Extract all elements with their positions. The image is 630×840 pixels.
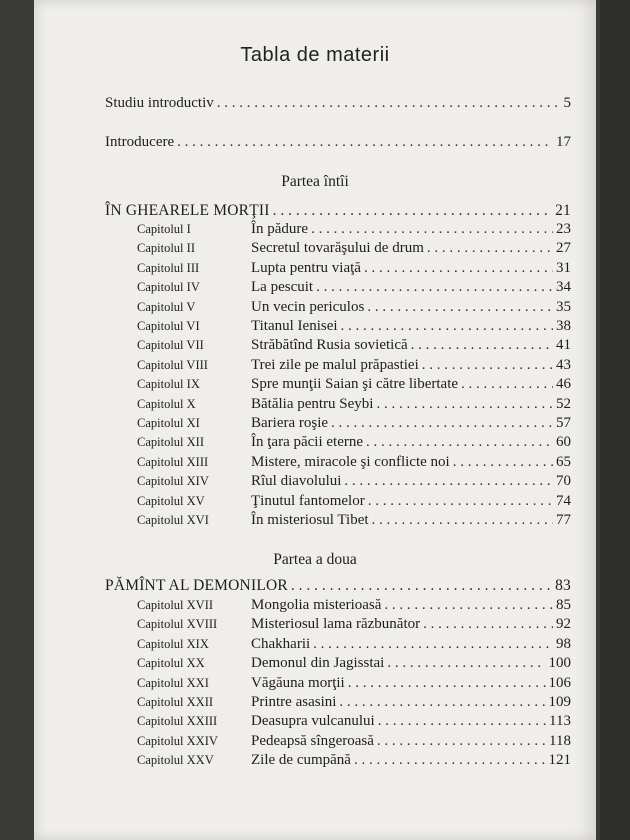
toc-page-number: 60 xyxy=(556,434,571,451)
toc-chapter-row xyxy=(137,512,571,529)
toc-chapter-row xyxy=(137,376,571,393)
toc-chapter-row xyxy=(137,694,571,711)
chapter-entry xyxy=(251,376,571,393)
toc-page-number: 38 xyxy=(556,318,571,334)
chapter-entry xyxy=(251,279,571,296)
toc-page-number: 57 xyxy=(556,415,571,431)
chapter-entry xyxy=(251,260,571,277)
chapter-entry xyxy=(251,299,571,316)
chapter-title: Spre munţii Saian şi către libertate xyxy=(251,376,459,393)
chapter-entry xyxy=(251,434,571,451)
chapter-number: Capitolul XXI xyxy=(137,675,209,690)
toc-page-number: 34 xyxy=(556,279,571,296)
chapter-entry xyxy=(251,733,571,750)
chapter-title: Lupta pentru viaţă xyxy=(251,259,361,276)
chapter-title: În ţara păcii eterne xyxy=(251,434,364,451)
chapter-number: Capitolul IX xyxy=(137,377,200,392)
chapter-title: Rîul diavolului xyxy=(251,473,342,490)
chapter-title: Pedeapsă sîngeroasă xyxy=(251,732,374,749)
toc-chapter-row xyxy=(137,396,571,413)
toc-page-number: 52 xyxy=(556,395,571,412)
chapter-number: Capitolul XVIII xyxy=(137,617,218,632)
chapter-title: Mongolia misterioasă xyxy=(251,597,382,613)
toc-page-number: 109 xyxy=(548,694,571,710)
leader-dots xyxy=(461,376,553,393)
toc-chapter-row xyxy=(137,616,571,633)
toc-page-number: 113 xyxy=(549,713,571,730)
chapter-title: Bătălia pentru Seybi xyxy=(251,395,374,412)
toc-page-number: 70 xyxy=(556,473,571,490)
chapter-entry xyxy=(251,396,571,413)
toc-chapter-row xyxy=(137,221,571,238)
leader-dots xyxy=(341,318,553,335)
toc-page-number: 35 xyxy=(556,298,571,315)
chapter-title: Zile de cumpănă xyxy=(251,752,351,769)
toc-page-number: 41 xyxy=(556,337,571,354)
toc-entry-introducere xyxy=(105,134,571,151)
chapter-title: Deasupra vulcanului xyxy=(251,713,375,730)
chapter-number: Capitolul XXIV xyxy=(137,733,218,748)
chapter-entry xyxy=(251,616,571,633)
chapter-number: Capitolul II xyxy=(137,241,195,256)
leader-dots xyxy=(291,577,552,595)
toc-chapter-row xyxy=(137,337,571,354)
toc-page-number: 43 xyxy=(556,356,571,373)
leader-dots xyxy=(387,655,545,672)
toc-page-number: 85 xyxy=(556,597,571,613)
chapter-number: Capitolul VI xyxy=(137,319,200,333)
toc-page-number: 21 xyxy=(555,202,571,219)
chapter-entry xyxy=(251,675,571,692)
toc-chapter-row xyxy=(137,655,571,672)
chapter-entry xyxy=(251,493,571,510)
chapter-title: La pescuit xyxy=(251,279,314,296)
toc-chapter-row xyxy=(137,713,571,730)
chapter-title: Secretul tovarăşului de drum xyxy=(251,240,424,257)
toc-page-number: 17 xyxy=(556,134,571,150)
chapter-number: Capitolul V xyxy=(137,299,196,314)
leader-dots xyxy=(376,396,553,413)
leader-dots xyxy=(348,675,546,692)
toc-page-number: 23 xyxy=(556,221,571,237)
chapter-number: Capitolul IV xyxy=(137,280,200,295)
toc-section-label: ÎN GHEARELE MORŢII xyxy=(105,202,270,219)
chapter-entry xyxy=(251,597,571,614)
chapter-number: Capitolul XX xyxy=(137,656,205,671)
leader-dots xyxy=(273,202,552,220)
part-heading: Partea a doua xyxy=(273,551,357,568)
toc-chapter-row xyxy=(137,636,571,653)
toc-chapter-row xyxy=(137,493,571,510)
chapter-entry xyxy=(251,240,571,257)
chapter-title: Demonul din Jagisstai xyxy=(251,655,385,672)
chapter-entry xyxy=(251,752,571,769)
toc-page-number: 100 xyxy=(548,655,571,672)
chapter-title: Străbătînd Rusia sovietică xyxy=(251,337,408,354)
toc-chapter-row xyxy=(137,473,571,490)
toc-page-number: 27 xyxy=(556,240,571,257)
chapter-title: Bariera roşie xyxy=(251,415,329,431)
leader-dots xyxy=(331,415,553,432)
toc-chapter-row xyxy=(137,454,571,471)
chapter-number: Capitolul III xyxy=(137,260,200,275)
toc-page-number: 121 xyxy=(548,752,571,769)
leader-dots xyxy=(177,134,553,151)
chapter-number: Capitolul XXIII xyxy=(137,714,218,729)
chapter-title: Printre asasini xyxy=(251,694,337,710)
chapter-number: Capitolul XII xyxy=(137,435,205,450)
chapter-title: Văgăuna morţii xyxy=(251,674,345,691)
toc-entry-label: Studiu introductiv xyxy=(105,95,214,111)
chapter-number: Capitolul XXII xyxy=(137,695,214,709)
toc-section-label: PĂMÎNT AL DEMONILOR xyxy=(105,577,288,594)
chapter-entry xyxy=(251,636,571,653)
leader-dots xyxy=(366,434,553,451)
chapter-number: Capitolul I xyxy=(137,222,191,236)
toc-page-number: 5 xyxy=(563,95,571,111)
chapter-entry xyxy=(251,318,571,335)
toc-chapter-row xyxy=(137,357,571,374)
chapter-number: Capitolul XXV xyxy=(137,753,214,768)
leader-dots xyxy=(378,713,546,730)
chapter-title: În misteriosul Tibet xyxy=(251,512,369,528)
leader-dots xyxy=(339,694,545,711)
chapter-number: Capitolul X xyxy=(137,396,196,411)
toc-chapter-row xyxy=(137,434,571,451)
leader-dots xyxy=(372,512,553,529)
leader-dots xyxy=(354,752,546,769)
chapter-number: Capitolul VIII xyxy=(137,357,208,372)
chapter-number: Capitolul XVI xyxy=(137,513,209,527)
toc-entry-label: Introducere xyxy=(105,134,175,150)
toc-page-number: 46 xyxy=(556,376,571,393)
chapter-entry xyxy=(251,512,571,529)
part-heading: Partea întîi xyxy=(281,173,349,190)
toc-page-number: 83 xyxy=(555,577,571,594)
leader-dots xyxy=(313,636,553,653)
toc-chapter-row xyxy=(137,733,571,750)
page-edge-shadow xyxy=(600,0,630,840)
toc-page-number: 65 xyxy=(556,453,571,470)
toc-section-entry xyxy=(105,202,571,220)
toc-page-number: 92 xyxy=(556,616,571,633)
chapter-number: Capitolul XV xyxy=(137,493,205,508)
chapter-title: Trei zile pe malul prăpastiei xyxy=(251,356,419,373)
chapter-title: Titanul Ienisei xyxy=(251,318,338,334)
toc-chapter-row xyxy=(137,260,571,277)
chapter-entry xyxy=(251,357,571,374)
leader-dots xyxy=(364,260,553,277)
toc-chapter-row xyxy=(137,318,571,335)
chapter-number: Capitolul VII xyxy=(137,338,204,353)
leader-dots xyxy=(377,733,546,750)
toc-chapter-row xyxy=(137,675,571,692)
leader-dots xyxy=(217,95,561,112)
chapter-entry xyxy=(251,473,571,490)
leader-dots xyxy=(316,279,553,296)
chapter-entry xyxy=(251,694,571,711)
chapter-number: Capitolul XIV xyxy=(137,474,209,489)
chapter-title: Ţinutul fantomelor xyxy=(251,492,365,509)
chapter-title: În pădure xyxy=(251,221,309,237)
chapter-number: Capitolul XI xyxy=(137,416,200,430)
chapter-entry xyxy=(251,655,571,672)
leader-dots xyxy=(423,616,553,633)
toc-chapter-row xyxy=(137,240,571,257)
chapter-entry xyxy=(251,221,571,238)
chapter-number: Capitolul XVII xyxy=(137,598,214,612)
toc-chapter-row xyxy=(137,279,571,296)
leader-dots xyxy=(411,337,553,354)
toc-page-number: 106 xyxy=(548,674,571,691)
leader-dots xyxy=(453,454,553,471)
chapter-title: Chakharii xyxy=(251,635,311,652)
chapter-entry xyxy=(251,454,571,471)
chapter-number: Capitolul XIII xyxy=(137,454,209,469)
leader-dots xyxy=(367,299,553,316)
leader-dots xyxy=(422,357,553,374)
toc-page-number: 77 xyxy=(556,512,571,528)
toc-chapter-row xyxy=(137,752,571,769)
leader-dots xyxy=(427,240,553,257)
leader-dots xyxy=(368,493,553,510)
toc-chapter-row xyxy=(137,597,571,614)
chapter-entry xyxy=(251,415,571,432)
chapter-entry xyxy=(251,713,571,730)
leader-dots xyxy=(311,221,553,238)
toc-page-number: 31 xyxy=(556,259,571,276)
chapter-entry xyxy=(251,337,571,354)
toc-section-entry xyxy=(105,577,571,595)
toc-chapter-row xyxy=(137,299,571,316)
book-page xyxy=(34,0,596,840)
chapter-number: Capitolul XIX xyxy=(137,636,209,651)
chapter-title: Mistere, miracole şi conflicte noi xyxy=(251,453,450,470)
chapter-title: Misteriosul lama răzbunător xyxy=(251,616,421,633)
toc-chapter-row xyxy=(137,415,571,432)
page-title: Tabla de materii xyxy=(240,44,390,66)
leader-dots xyxy=(344,473,553,490)
toc-entry-studiu xyxy=(105,95,571,112)
leader-dots xyxy=(384,597,553,614)
toc-page-number: 74 xyxy=(556,492,571,509)
toc-page-number: 98 xyxy=(556,635,571,652)
toc-page-number: 118 xyxy=(549,732,571,749)
chapter-title: Un vecin periculos xyxy=(251,298,365,315)
